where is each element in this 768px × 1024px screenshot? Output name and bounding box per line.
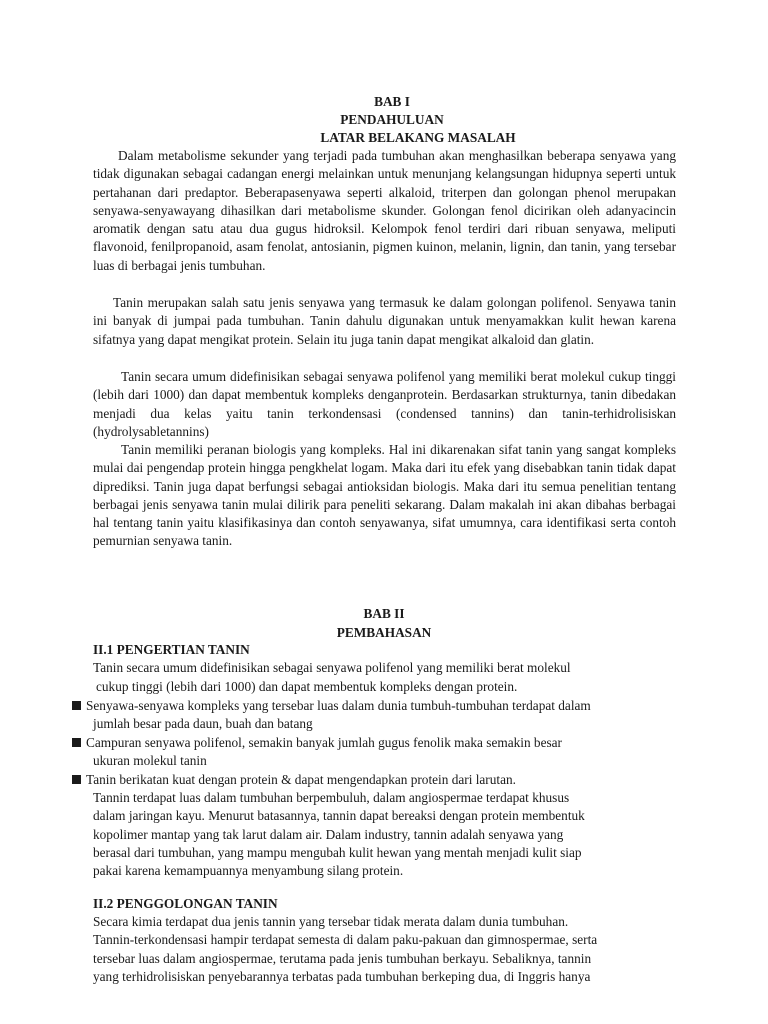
chapter-title: BAB I	[374, 94, 410, 109]
bullet-line-2: ukuran molekul tanin	[93, 753, 207, 768]
section-2-paragraph-1	[93, 913, 693, 986]
chapter-2-title: BAB II	[363, 606, 405, 621]
paragraph-1: Dalam metabolisme sekunder yang terjadi pada tumbuhan akan menghasilkan beberapa senyawa yang tidak digunakan sebagai cadangan energi melainkan untuk menunjang kelangsungan hidupnya seperti untuk pertahanan dari predaptor. Beberapasenyawa seperti alkaloid, triterpen dan golongan phenol merupakan senyawa-senyawayang dihasilkan dari metabolisme skunder. Golongan fenol dicirikan oleh adanyacincin aromatik dengan satu atau dua gugus hidroksil. Kelompok fenol terdiri dari ribuan senyawa, meliputi flavonoid, fenilpropanoid, asam fenolat, antosianin, pigmen kuinon, melanin, lignin, dan tanin, yang tersebar luas di berbagai jenis tumbuhan.	[93, 148, 676, 273]
paragraph-3: Tanin secara umum didefinisikan sebagai senyawa polifenol yang memiliki berat molekul cukup tinggi (lebih dari 1000) dan dapat membentuk kompleks denganprotein. Berdasarkan strukturnya, tanin dibedakan menjadi dua kelas yaitu tanin terkondensasi (condensed tannins) dan tanin-terhidrolisiskan (hydrolysabletannins)	[93, 369, 676, 439]
paragraph-4: Tanin memiliki peranan biologis yang kompleks. Hal ini dikarenakan sifat tanin yang sangat kompleks mulai dai pengendap protein hingga pengkhelat logam. Maka dari itu efek yang disebabkan tanin tidak dapat diprediksi. Tanin juga dapat berfungsi sebagai antioksidan biologis. Maka dari itu semua penelitian tentang berbagai jenis senyawa tanin mulai dilirik para peneliti sekarang. Dalam makalah ini akan dibahas berbagai hal tentang tanin yaitu klasifikasinya dan contoh senyawanya, sifat umumnya, cara identifikasi serta contoh pemurnian senyawa tanin.	[93, 442, 676, 549]
bullet-line-2: jumlah besar pada daun, buah dan batang	[93, 716, 313, 731]
bullet-square-icon	[72, 775, 81, 784]
chapter-subtitle: PENDAHULUAN	[340, 112, 444, 127]
text-line: Tannin terdapat luas dalam tumbuhan berpembuluh, dalam angiospermae terdapat khusus	[93, 790, 570, 805]
text-line: Tannin-terkondensasi hampir terdapat semesta di dalam paku-pakuan dan gimnospermae, serta	[93, 932, 598, 948]
bullet-line-1: Senyawa-senyawa kompleks yang tersebar luas dalam dunia tumbuh-tumbuhan terdapat dalam	[86, 698, 591, 713]
text-line: berasal dari tumbuhan, yang mampu mengubah kulit hewan yang mentah menjadi kulit siap	[93, 844, 582, 860]
section-1-line-2: cukup tinggi (lebih dari 1000) dan dapat membentuk kompleks dengan protein.	[96, 679, 518, 694]
text-line: kopolimer mantap yang tak larut dalam air. Dalam industry, tannin adalah senyawa yang	[93, 826, 564, 842]
section-1-paragraph-2	[93, 789, 693, 880]
text-line: pakai karena kemampuannya menyambung silang protein.	[93, 863, 404, 879]
bullet-square-icon	[72, 738, 81, 747]
text-line: dalam jaringan kayu. Menurut batasannya, tannin dapat bereaksi dengan protein membentuk	[93, 808, 585, 824]
section-1-heading: II.1 PENGERTIAN TANIN	[93, 642, 250, 657]
bullet-line-1: Tanin berikatan kuat dengan protein & dapat mengendapkan protein dari larutan.	[86, 772, 516, 787]
text-line: Secara kimia terdapat dua jenis tannin yang tersebar tidak merata dalam dunia tumbuhan.	[93, 914, 569, 929]
section-1-line-1: Tanin secara umum didefinisikan sebagai senyawa polifenol yang memiliki berat molekul	[93, 660, 571, 675]
bullet-square-icon	[72, 701, 81, 710]
bullet-line-1: Campuran senyawa polifenol, semakin banyak jumlah gugus fenolik maka semakin besar	[86, 735, 562, 750]
chapter-2-subtitle: PEMBAHASAN	[336, 625, 432, 640]
text-line: yang terhidrolisiskan penyebarannya terbatas pada tumbuhan berkeping dua, di Inggris hanya	[93, 968, 591, 984]
section-title: LATAR BELAKANG MASALAH	[320, 130, 516, 145]
section-2-heading: II.2 PENGGOLONGAN TANIN	[93, 896, 278, 911]
text-line: tersebar luas dalam angiospermae, terutama pada jenis tumbuhan berkayu. Sebaliknya, tannin	[93, 950, 592, 966]
paragraph-2: Tanin merupakan salah satu jenis senyawa yang termasuk ke dalam golongan polifenol. Senyawa tanin ini banyak di jumpai pada tumbuhan. Tanin dahulu digunakan untuk menyamakkan kulit hewan karena sifatnya yang dapat mengikat protein. Selain itu juga tanin dapat mengikat alkaloid dan glatin.	[93, 295, 676, 347]
